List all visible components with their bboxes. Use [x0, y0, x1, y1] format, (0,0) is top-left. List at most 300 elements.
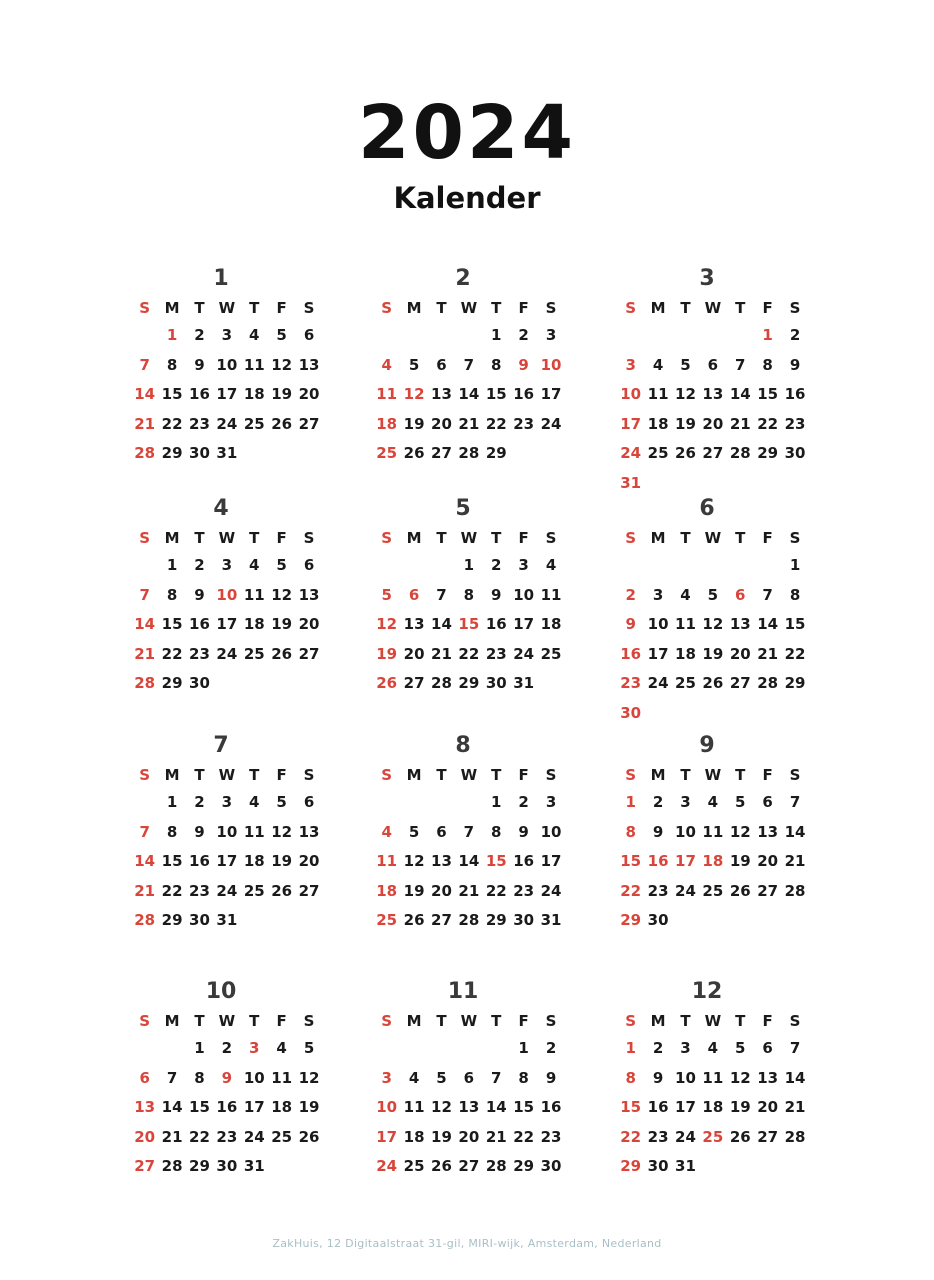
- day-cell: 2: [491, 556, 502, 574]
- day-cell: 14: [784, 1068, 806, 1087]
- weekday-header: [373, 525, 569, 551]
- day-cell: 8: [625, 1068, 636, 1087]
- empty-cell: [428, 551, 455, 581]
- day-cell: 25: [540, 644, 562, 663]
- month-block: [373, 266, 569, 469]
- day-cell: 8: [491, 822, 502, 841]
- weekday-header: [131, 295, 327, 321]
- day-cell: 4: [545, 556, 557, 574]
- day-cell: 12: [431, 1098, 452, 1116]
- day-cell: 4: [249, 793, 260, 811]
- weekday-label: W: [704, 766, 722, 784]
- weekday-label: T: [680, 529, 691, 547]
- weekday-label: M: [406, 1012, 422, 1030]
- weekday-label: S: [625, 1012, 637, 1030]
- day-cell: 26: [702, 674, 724, 692]
- weekday-label: T: [491, 529, 502, 547]
- day-cell: 18: [243, 615, 265, 633]
- day-cell: 8: [491, 355, 502, 374]
- day-cell: 19: [729, 1098, 751, 1116]
- day-cell: 2: [194, 793, 205, 811]
- weekday-label: M: [164, 529, 180, 547]
- month-title: 7: [213, 733, 229, 758]
- day-cell: 15: [620, 852, 642, 870]
- day-cell: 9: [545, 1068, 557, 1087]
- weekday-label: S: [545, 299, 557, 317]
- weekday-label: M: [164, 766, 180, 784]
- day-cell: 16: [189, 615, 210, 633]
- day-cell: 2: [652, 793, 664, 811]
- day-cell: 22: [161, 414, 183, 433]
- empty-cell: [699, 551, 726, 581]
- day-cell: 19: [403, 881, 425, 900]
- empty-cell: [373, 321, 400, 351]
- day-cell: 24: [243, 1127, 265, 1146]
- empty-cell: [644, 551, 671, 581]
- weekday-label: W: [218, 1012, 236, 1030]
- day-cell: 11: [376, 852, 398, 870]
- day-grid: [373, 321, 569, 469]
- day-cell: 20: [298, 852, 320, 870]
- day-cell: 2: [652, 1039, 664, 1057]
- day-cell: 1: [194, 1039, 205, 1057]
- weekday-header: [373, 295, 569, 321]
- weekday-label: S: [789, 529, 801, 547]
- day-cell: 14: [729, 385, 751, 403]
- day-cell: 28: [134, 444, 156, 462]
- day-cell: 21: [134, 644, 156, 663]
- day-cell: 23: [189, 414, 210, 433]
- day-cell: 20: [458, 1127, 480, 1146]
- day-cell: 13: [298, 585, 320, 604]
- day-cell: 20: [702, 414, 724, 433]
- day-cell: 6: [139, 1068, 150, 1087]
- day-cell: 9: [491, 585, 502, 604]
- day-cell: 3: [221, 793, 233, 811]
- day-cell: 24: [376, 1157, 398, 1175]
- day-cell: 17: [647, 644, 669, 663]
- day-cell: 18: [376, 414, 398, 433]
- day-cell: 31: [216, 911, 238, 929]
- day-cell: 13: [298, 822, 320, 841]
- empty-cell: [131, 321, 158, 351]
- day-cell: 19: [271, 385, 293, 403]
- weekday-header: [617, 295, 813, 321]
- day-cell: 25: [702, 881, 724, 900]
- day-cell: 23: [647, 1127, 669, 1146]
- day-cell: 7: [139, 355, 150, 374]
- day-cell: 26: [729, 881, 751, 900]
- day-cell: 30: [513, 911, 535, 929]
- day-cell: 27: [458, 1157, 480, 1175]
- day-cell: 7: [463, 355, 475, 374]
- day-cell: 27: [431, 444, 452, 462]
- day-cell: 4: [707, 793, 719, 811]
- day-cell: 16: [513, 852, 535, 870]
- day-cell: 12: [376, 615, 398, 633]
- day-cell: 17: [216, 385, 238, 403]
- day-cell: 13: [757, 822, 779, 841]
- weekday-label: W: [218, 766, 236, 784]
- day-cell: 16: [784, 385, 806, 403]
- day-cell: 4: [652, 355, 664, 374]
- weekday-label: T: [735, 766, 746, 784]
- day-cell: 20: [431, 414, 452, 433]
- month-block: [131, 979, 327, 1182]
- day-cell: 20: [298, 385, 320, 403]
- day-cell: 19: [271, 852, 293, 870]
- day-cell: 29: [161, 911, 183, 929]
- day-cell: 7: [491, 1068, 502, 1087]
- day-cell: 26: [298, 1127, 320, 1146]
- day-cell: 12: [403, 852, 425, 870]
- weekday-header: [617, 1008, 813, 1034]
- day-cell: 21: [134, 414, 156, 433]
- day-cell: 13: [431, 385, 452, 403]
- empty-cell: [428, 1034, 455, 1064]
- day-cell: 23: [784, 414, 806, 433]
- day-cell: 27: [431, 911, 452, 929]
- day-cell: 31: [675, 1157, 696, 1175]
- day-cell: 24: [620, 444, 642, 462]
- day-cell: 25: [271, 1127, 293, 1146]
- day-cell: 14: [134, 852, 156, 870]
- day-cell: 4: [249, 326, 260, 344]
- empty-cell: [754, 551, 781, 581]
- empty-cell: [455, 788, 482, 818]
- day-cell: 22: [458, 644, 480, 663]
- weekday-label: M: [650, 529, 666, 547]
- day-cell: 2: [545, 1039, 557, 1057]
- month-block: [617, 979, 813, 1182]
- day-cell: 22: [620, 881, 642, 900]
- day-cell: 16: [216, 1098, 238, 1116]
- weekday-label: S: [139, 529, 151, 547]
- day-cell: 2: [518, 326, 529, 344]
- day-cell: 20: [431, 881, 452, 900]
- day-cell: 12: [729, 1068, 751, 1087]
- day-cell: 22: [620, 1127, 642, 1146]
- empty-cell: [617, 321, 644, 351]
- day-cell: 17: [376, 1127, 398, 1146]
- day-cell: 25: [376, 911, 398, 929]
- day-cell: 30: [485, 674, 507, 692]
- day-cell: 29: [620, 911, 642, 929]
- day-cell: 7: [789, 1039, 801, 1057]
- day-cell: 22: [513, 1127, 535, 1146]
- day-grid: [617, 551, 813, 728]
- weekday-label: S: [303, 1012, 315, 1030]
- weekday-header: [617, 762, 813, 788]
- day-cell: 24: [216, 881, 238, 900]
- empty-cell: [131, 788, 158, 818]
- weekday-label: S: [625, 529, 637, 547]
- day-cell: 11: [271, 1068, 293, 1087]
- day-cell: 21: [161, 1127, 183, 1146]
- weekday-label: T: [735, 299, 746, 317]
- empty-cell: [400, 788, 427, 818]
- day-cell: 13: [702, 385, 724, 403]
- day-cell: 9: [194, 355, 205, 374]
- day-cell: 1: [762, 326, 773, 344]
- day-cell: 7: [139, 585, 150, 604]
- day-cell: 22: [784, 644, 806, 663]
- day-cell: 2: [789, 326, 801, 344]
- day-cell: 3: [680, 1039, 691, 1057]
- day-cell: 8: [166, 822, 178, 841]
- weekday-label: S: [545, 1012, 557, 1030]
- day-cell: 18: [647, 414, 669, 433]
- day-cell: 24: [216, 644, 238, 663]
- day-cell: 9: [652, 1068, 664, 1087]
- empty-cell: [158, 1034, 185, 1064]
- day-cell: 23: [189, 881, 210, 900]
- weekday-label: S: [545, 766, 557, 784]
- day-cell: 18: [403, 1127, 425, 1146]
- weekday-label: F: [762, 299, 773, 317]
- empty-cell: [672, 321, 699, 351]
- weekday-label: W: [704, 299, 722, 317]
- month-block: [617, 733, 813, 936]
- day-cell: 18: [675, 644, 696, 663]
- day-cell: 30: [647, 1157, 669, 1175]
- day-cell: 22: [161, 644, 183, 663]
- day-cell: 11: [243, 355, 265, 374]
- weekday-label: T: [735, 529, 746, 547]
- weekday-label: T: [735, 1012, 746, 1030]
- day-cell: 23: [189, 644, 210, 663]
- day-cell: 25: [243, 881, 265, 900]
- day-cell: 16: [189, 385, 210, 403]
- day-cell: 5: [303, 1039, 315, 1057]
- month-block: [131, 496, 327, 699]
- day-cell: 15: [161, 615, 183, 633]
- day-cell: 17: [620, 414, 642, 433]
- day-cell: 27: [298, 644, 320, 663]
- day-cell: 11: [403, 1098, 425, 1116]
- day-cell: 26: [271, 414, 293, 433]
- weekday-header: [373, 762, 569, 788]
- day-cell: 7: [166, 1068, 178, 1087]
- day-cell: 27: [702, 444, 724, 462]
- day-cell: 9: [194, 585, 205, 604]
- day-cell: 2: [518, 793, 529, 811]
- day-cell: 22: [757, 414, 779, 433]
- day-cell: 21: [458, 881, 480, 900]
- day-cell: 15: [161, 852, 183, 870]
- day-cell: 15: [757, 385, 779, 403]
- weekday-label: W: [460, 766, 478, 784]
- day-cell: 9: [194, 822, 205, 841]
- empty-cell: [373, 1034, 400, 1064]
- weekday-label: S: [139, 299, 151, 317]
- day-grid: [131, 321, 327, 469]
- weekday-label: S: [789, 1012, 801, 1030]
- day-cell: 9: [518, 822, 529, 841]
- weekday-label: W: [218, 529, 236, 547]
- weekday-label: T: [436, 299, 447, 317]
- day-cell: 6: [436, 355, 447, 374]
- day-cell: 23: [647, 881, 669, 900]
- day-grid: [617, 321, 813, 498]
- day-cell: 6: [762, 793, 773, 811]
- weekday-label: S: [381, 766, 393, 784]
- day-cell: 12: [298, 1068, 320, 1087]
- day-cell: 7: [789, 793, 801, 811]
- day-cell: 11: [702, 822, 724, 841]
- day-cell: 1: [625, 1039, 636, 1057]
- weekday-label: W: [704, 529, 722, 547]
- month-block: [131, 733, 327, 936]
- empty-cell: [672, 551, 699, 581]
- month-block: [373, 979, 569, 1182]
- month-title: 3: [699, 266, 715, 291]
- day-cell: 5: [276, 326, 287, 344]
- day-cell: 20: [403, 644, 425, 663]
- weekday-label: T: [249, 766, 260, 784]
- day-cell: 4: [707, 1039, 719, 1057]
- weekday-label: T: [491, 766, 502, 784]
- day-cell: 1: [491, 326, 502, 344]
- day-cell: 25: [403, 1157, 425, 1175]
- day-cell: 31: [216, 444, 238, 462]
- day-cell: 27: [403, 674, 425, 692]
- day-cell: 26: [431, 1157, 452, 1175]
- weekday-label: T: [194, 299, 205, 317]
- day-grid: [131, 788, 327, 936]
- weekday-label: M: [406, 299, 422, 317]
- weekday-label: F: [276, 766, 287, 784]
- weekday-label: S: [139, 766, 151, 784]
- empty-cell: [699, 321, 726, 351]
- day-cell: 5: [276, 793, 287, 811]
- empty-cell: [727, 551, 754, 581]
- day-cell: 6: [303, 556, 315, 574]
- day-cell: 23: [485, 644, 507, 663]
- day-grid: [373, 1034, 569, 1182]
- day-cell: 27: [298, 881, 320, 900]
- weekday-label: T: [249, 299, 260, 317]
- day-cell: 21: [784, 1098, 806, 1116]
- weekday-label: T: [249, 529, 260, 547]
- day-cell: 28: [161, 1157, 183, 1175]
- day-cell: 23: [540, 1127, 562, 1146]
- day-cell: 8: [789, 585, 801, 604]
- month-block: [617, 266, 813, 498]
- day-cell: 18: [702, 852, 724, 870]
- day-cell: 14: [458, 852, 480, 870]
- day-cell: 2: [625, 585, 636, 604]
- month-block: [131, 266, 327, 469]
- weekday-label: M: [650, 766, 666, 784]
- weekday-label: F: [762, 766, 773, 784]
- day-cell: 8: [762, 355, 773, 374]
- weekday-label: S: [303, 529, 315, 547]
- day-cell: 12: [271, 585, 293, 604]
- day-cell: 11: [243, 585, 265, 604]
- day-cell: 12: [403, 385, 425, 403]
- day-cell: 3: [652, 585, 664, 604]
- day-cell: 22: [485, 881, 507, 900]
- weekday-label: T: [249, 1012, 260, 1030]
- day-cell: 19: [702, 644, 724, 663]
- weekday-label: F: [518, 529, 529, 547]
- day-cell: 1: [518, 1039, 529, 1057]
- day-cell: 9: [625, 615, 636, 633]
- weekday-label: S: [303, 766, 315, 784]
- day-grid: [617, 1034, 813, 1182]
- day-cell: 11: [675, 615, 696, 633]
- day-cell: 16: [620, 644, 642, 663]
- day-cell: 8: [518, 1068, 529, 1087]
- day-cell: 15: [485, 385, 507, 403]
- weekday-label: F: [762, 1012, 773, 1030]
- day-cell: 17: [675, 852, 696, 870]
- day-cell: 13: [431, 852, 452, 870]
- weekday-label: T: [680, 299, 691, 317]
- day-cell: 24: [675, 1127, 696, 1146]
- day-cell: 30: [620, 703, 642, 722]
- day-cell: 29: [161, 444, 183, 462]
- day-cell: 12: [729, 822, 751, 841]
- weekday-label: W: [460, 299, 478, 317]
- weekday-label: F: [518, 1012, 529, 1030]
- day-cell: 3: [680, 793, 691, 811]
- day-cell: 15: [513, 1098, 535, 1116]
- day-cell: 3: [545, 326, 557, 344]
- month-title: 5: [455, 496, 471, 521]
- day-cell: 16: [540, 1098, 562, 1116]
- month-title: 12: [691, 979, 723, 1004]
- empty-cell: [400, 1034, 427, 1064]
- day-cell: 30: [784, 444, 806, 462]
- weekday-label: W: [460, 1012, 478, 1030]
- day-cell: 30: [189, 444, 210, 462]
- day-cell: 13: [298, 355, 320, 374]
- day-cell: 24: [675, 881, 696, 900]
- day-cell: 26: [675, 444, 696, 462]
- month-title: 2: [455, 266, 471, 291]
- day-cell: 19: [431, 1127, 452, 1146]
- day-cell: 20: [757, 1098, 779, 1116]
- day-cell: 3: [518, 556, 529, 574]
- day-cell: 19: [271, 615, 293, 633]
- weekday-label: W: [218, 299, 236, 317]
- day-cell: 15: [189, 1098, 210, 1116]
- day-cell: 7: [463, 822, 475, 841]
- day-cell: 10: [675, 1068, 696, 1087]
- weekday-label: S: [789, 299, 801, 317]
- day-cell: 21: [729, 414, 751, 433]
- day-cell: 31: [540, 911, 562, 929]
- weekday-label: W: [460, 529, 478, 547]
- day-cell: 10: [647, 615, 669, 633]
- day-cell: 10: [376, 1098, 398, 1116]
- day-cell: 28: [134, 911, 156, 929]
- day-cell: 28: [458, 911, 480, 929]
- day-cell: 23: [620, 674, 642, 692]
- day-cell: 1: [491, 793, 502, 811]
- day-cell: 4: [408, 1068, 420, 1087]
- day-cell: 30: [189, 911, 210, 929]
- day-cell: 16: [513, 385, 535, 403]
- weekday-header: [131, 1008, 327, 1034]
- weekday-header: [617, 525, 813, 551]
- day-cell: 3: [625, 355, 636, 374]
- weekday-label: F: [276, 1012, 287, 1030]
- day-cell: 21: [485, 1127, 507, 1146]
- day-cell: 30: [647, 911, 669, 929]
